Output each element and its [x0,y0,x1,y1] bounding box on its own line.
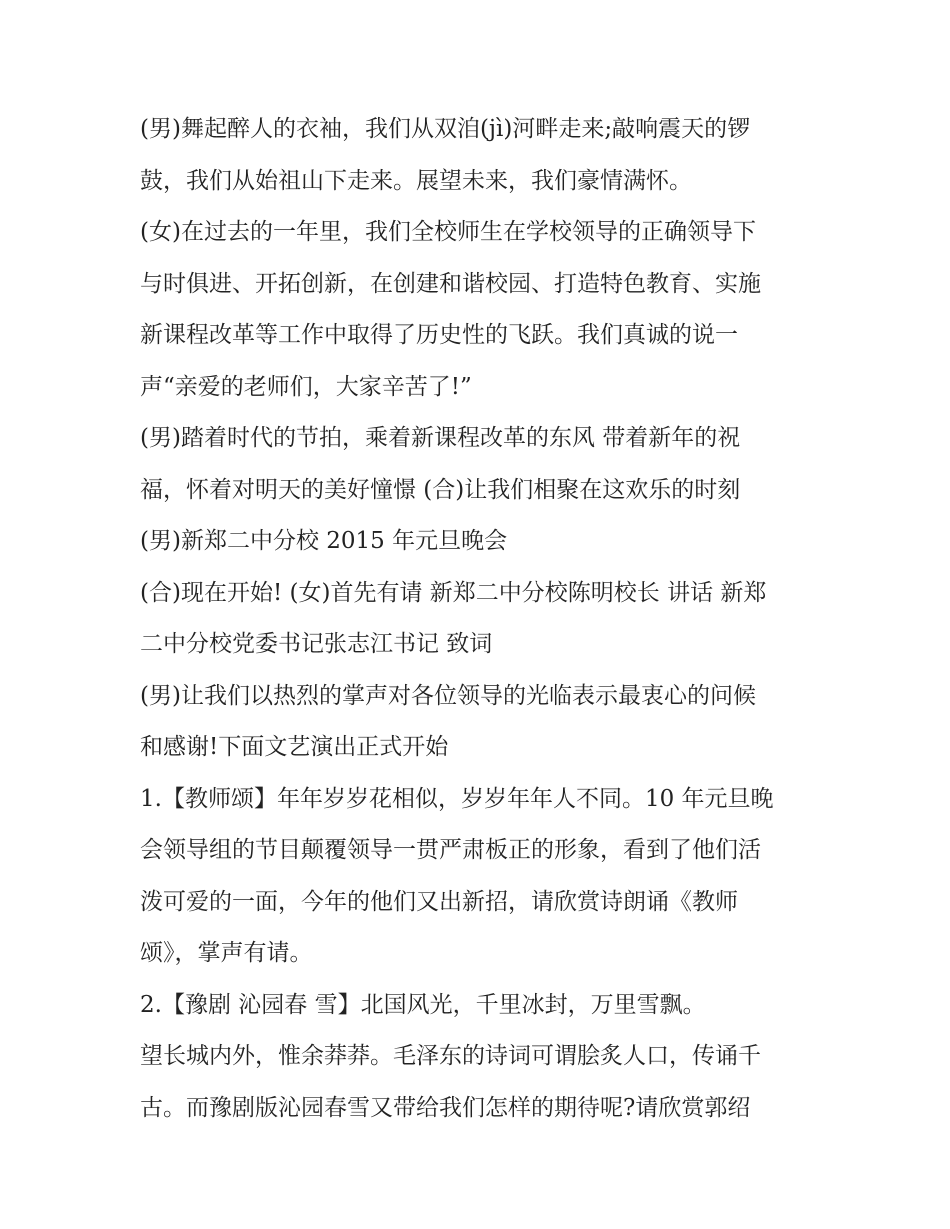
text-line: (男)踏着时代的节拍，乘着新课程改革的东风 带着新年的祝 [140,425,741,451]
document-body [140,104,830,1134]
text-line: 古。而豫剧版沁园春雪又带给我们怎样的期待呢?请欣赏郭绍 [140,1094,751,1121]
text-line: 2.【豫剧 沁园春 雪】北国风光，千里冰封，万里雪飘。 [140,991,706,1018]
text-line: 和感谢!下面文艺演出正式开始 [140,734,449,760]
text-line: 新课程改革等工作中取得了历史性的飞跃。我们真诚的说一 [140,322,738,348]
text-line: (合)现在开始! (女)首先有请 新郑二中分校陈明校长 讲话 新郑 [140,579,767,606]
text-line: 二中分校党委书记张志江书记 致词 [140,631,493,657]
text-line: (男)新郑二中分校 2015 年元旦晚会 [140,528,508,554]
text-line: 与时俱进、开拓创新，在创建和谐校园、打造特色教育、实施 [140,270,761,297]
text-line: 望长城内外，惟余莽莽。毛泽东的诗词可谓脍炙人口，传诵千 [140,1043,761,1069]
text-line: 1.【教师颂】年年岁岁花相似，岁岁年年人不同。10 年元旦晚 [140,785,774,812]
text-line: (男)让我们以热烈的掌声对各位领导的光临表示最衷心的问候 [140,682,756,709]
text-line: 颂》，掌声有请。 [140,940,313,966]
text-line: (男)舞起醉人的衣袖，我们从双洎(jì)河畔走来;敲响震天的锣 [140,116,751,142]
text-line: 声“亲爱的老师们，大家辛苦了!” [140,373,472,400]
text-line: 福，怀着对明天的美好憧憬 (合)让我们相聚在这欢乐的时刻 [140,476,741,503]
text-line: 泼可爱的一面，今年的他们又出新招，请欣赏诗朗诵《教师 [140,888,738,915]
text-line: (女)在过去的一年里，我们全校师生在学校领导的正确领导下 [140,219,756,245]
text-line: 鼓，我们从始祖山下走来。展望未来，我们豪情满怀。 [140,167,692,194]
text-line: 会领导组的节目颠覆领导一贯严肃板正的形象，看到了他们活 [140,837,761,863]
